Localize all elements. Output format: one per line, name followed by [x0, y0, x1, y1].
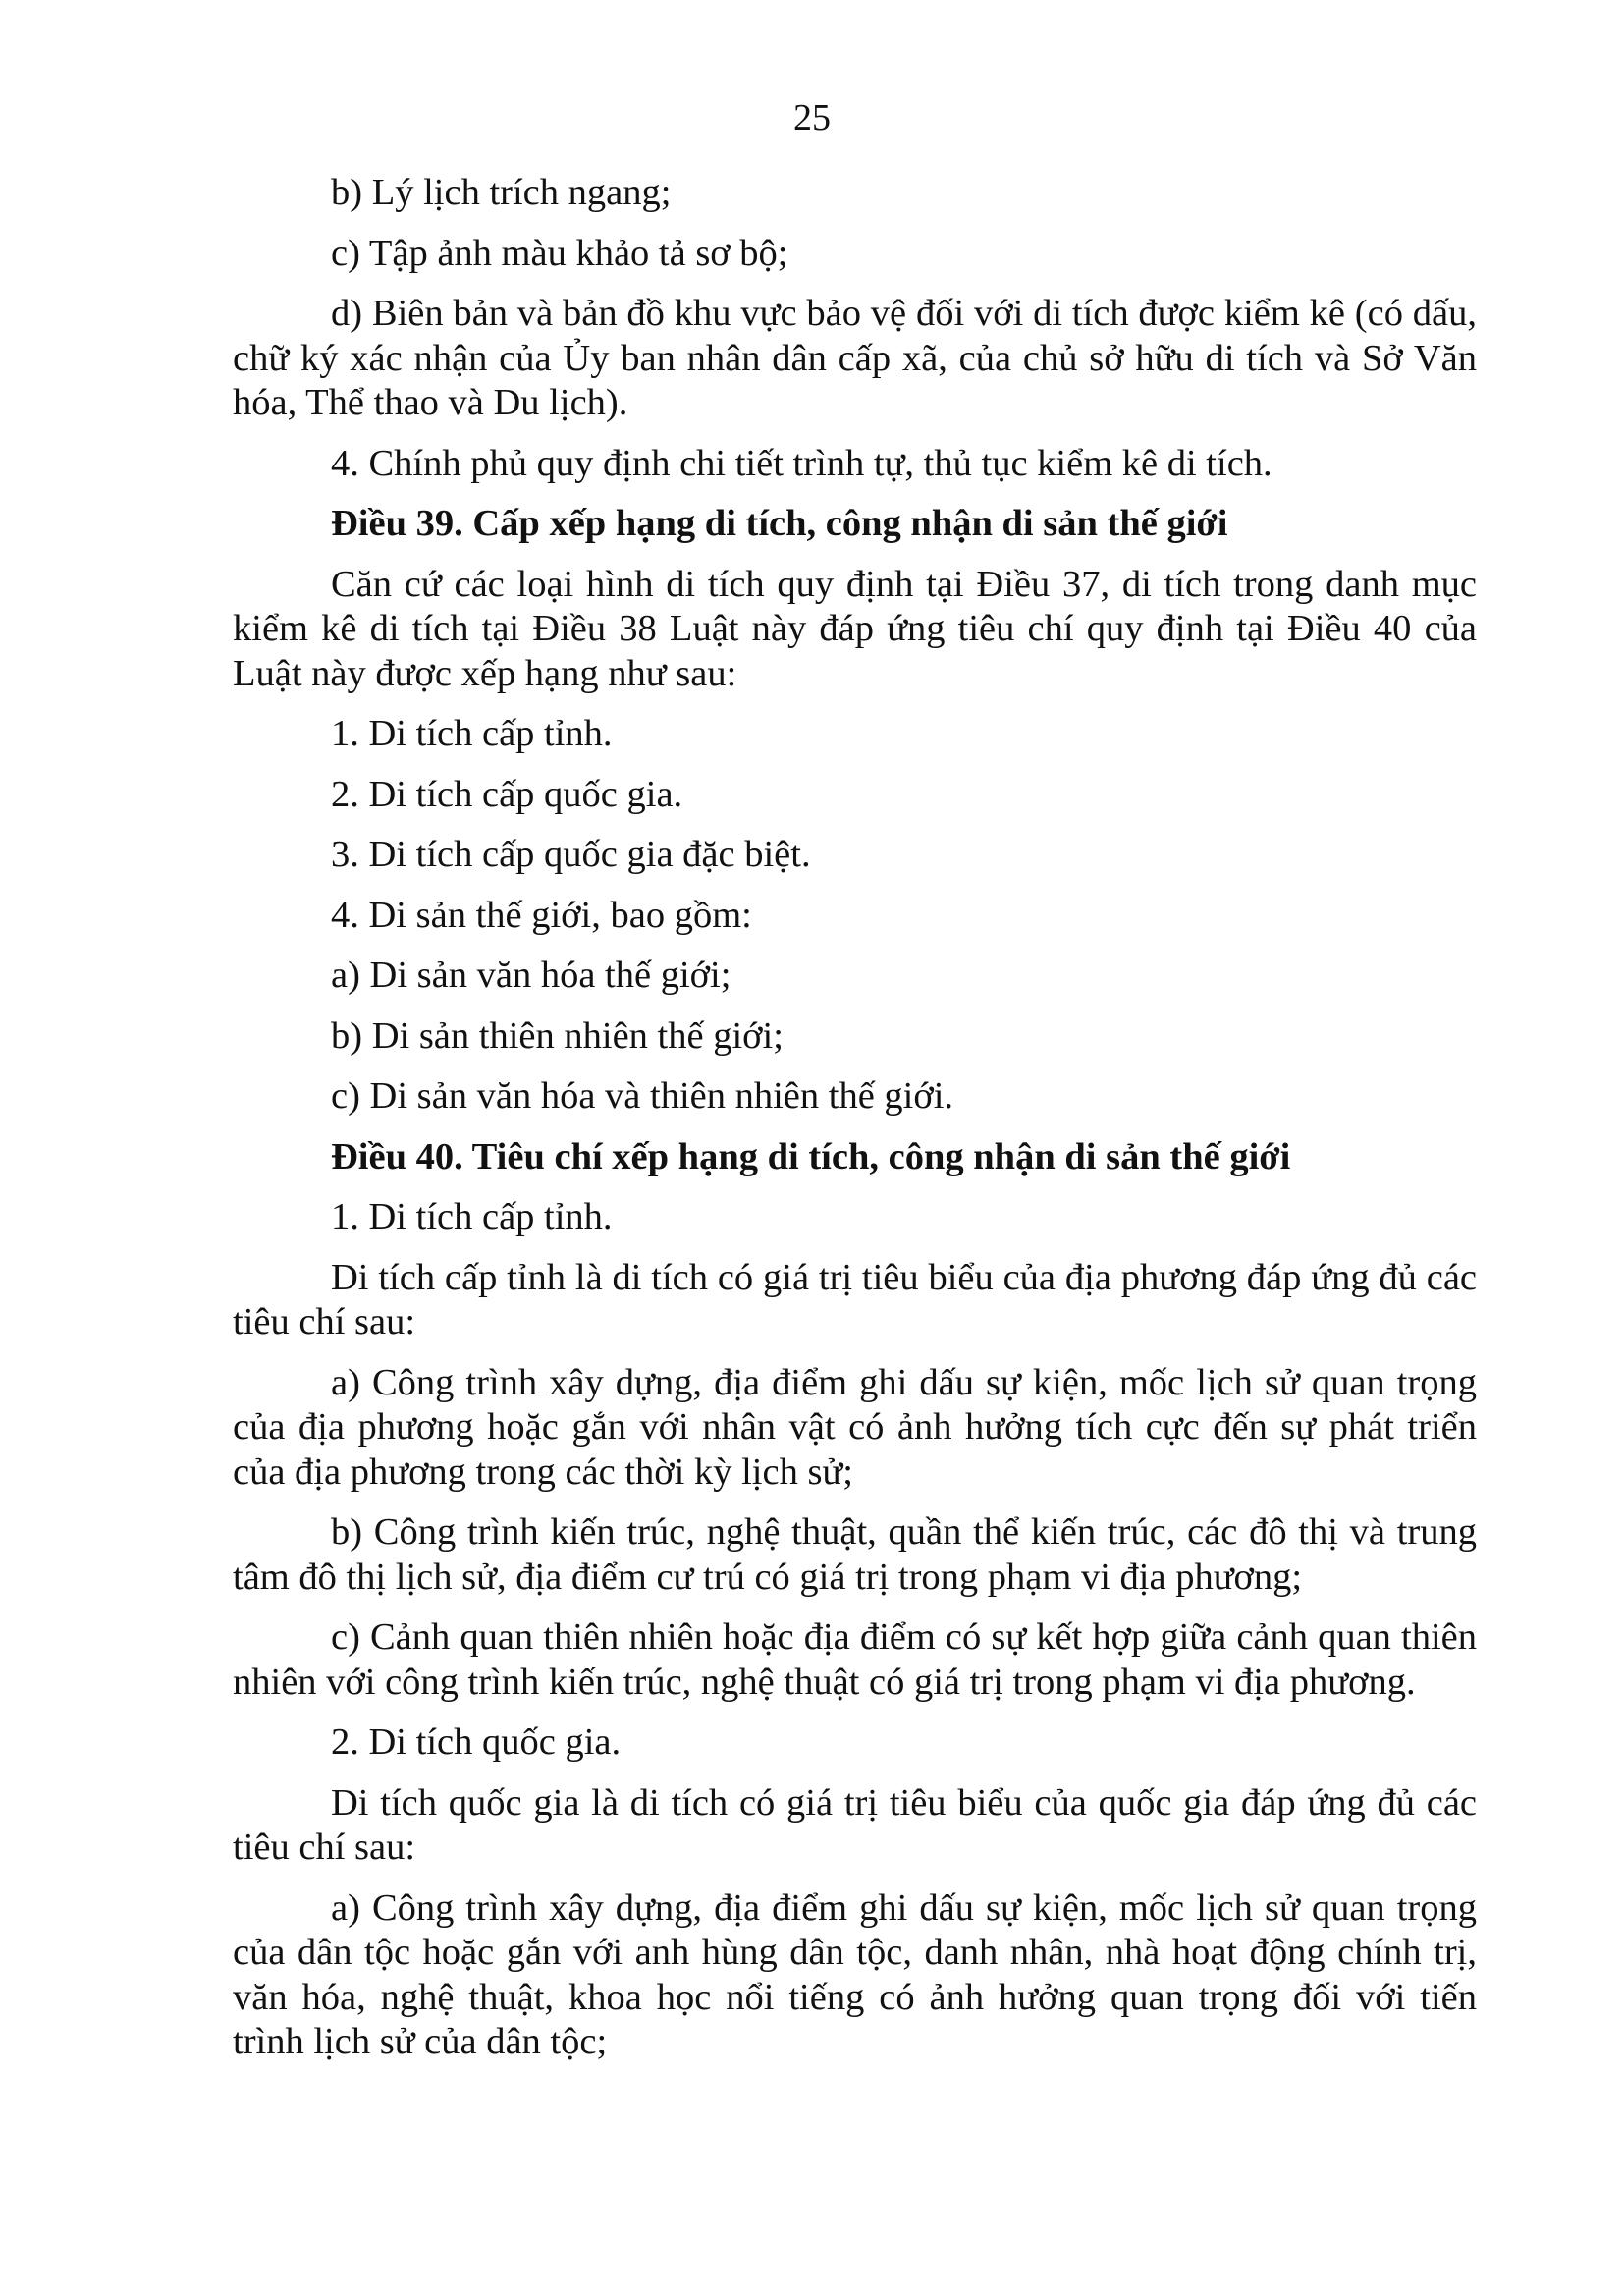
paragraph: d) Biên bản và bản đồ khu vực bảo vệ đối với di tích được kiểm kê (có dấu, chữ ký xác nhận của Ủy ban nhân dân cấp xã, của chủ sở hữu di tích và Sở Văn hóa, Thể thao và Du lịch).	[233, 293, 1477, 423]
paragraph: Căn cứ các loại hình di tích quy định tại Điều 37, di tích trong danh mục kiểm kê di tích tại Điều 38 Luật này đáp ứng tiêu chí quy định tại Điều 40 của Luật này được xếp hạng như sau:	[233, 563, 1477, 694]
paragraph: Di tích cấp tỉnh là di tích có giá trị tiêu biểu của địa phương đáp ứng đủ các tiêu chí sau:	[233, 1256, 1477, 1342]
paragraph: c) Cảnh quan thiên nhiên hoặc địa điểm có sự kết hợp giữa cảnh quan thiên nhiên với công trình kiến trúc, nghệ thuật có giá trị trong phạm vi địa phương.	[233, 1616, 1477, 1703]
paragraph: 1. Di tích cấp tỉnh.	[331, 713, 613, 754]
paragraph: c) Di sản văn hóa và thiên nhiên thế giới.	[331, 1075, 954, 1117]
paragraph: 3. Di tích cấp quốc gia đặc biệt.	[331, 834, 811, 875]
page-number: 25	[793, 97, 831, 138]
paragraph: c) Tập ảnh màu khảo tả sơ bộ;	[331, 232, 788, 274]
paragraph: 2. Di tích quốc gia.	[331, 1722, 622, 1763]
paragraph: b) Công trình kiến trúc, nghệ thuật, quần thể kiến trúc, các đô thị và trung tâm đô thị lịch sử, địa điểm cư trú có giá trị trong phạm vi địa phương;	[233, 1511, 1477, 1598]
article-heading: Điều 40. Tiêu chí xếp hạng di tích, công nhận di sản thế giới	[331, 1135, 1291, 1177]
paragraph: b) Di sản thiên nhiên thế giới;	[331, 1014, 784, 1057]
paragraph: a) Di sản văn hóa thế giới;	[331, 955, 731, 996]
paragraph: Di tích quốc gia là di tích có giá trị tiêu biểu của quốc gia đáp ứng đủ các tiêu chí sau:	[233, 1781, 1477, 1868]
paragraph: 1. Di tích cấp tỉnh.	[331, 1196, 613, 1237]
document-body	[233, 171, 1477, 2081]
paragraph: b) Lý lịch trích ngang;	[331, 172, 672, 213]
paragraph: a) Công trình xây dựng, địa điểm ghi dấu sự kiện, mốc lịch sử quan trọng của dân tộc hoặc gắn với anh hùng dân tộc, danh nhân, nhà hoạt động chính trị, văn hóa, nghệ thuật, khoa học nổi tiếng có ảnh hưởng quan trọng đối với tiến trình lịch sử của dân tộc;	[233, 1886, 1477, 2062]
article-heading: Điều 39. Cấp xếp hạng di tích, công nhận di sản thế giới	[331, 503, 1228, 544]
paragraph: a) Công trình xây dựng, địa điểm ghi dấu sự kiện, mốc lịch sử quan trọng của địa phương hoặc gắn với nhân vật có ảnh hưởng tích cực đến sự phát triển của địa phương trong các thời kỳ lịch sử;	[233, 1361, 1477, 1493]
paragraph: 2. Di tích cấp quốc gia.	[331, 773, 683, 815]
paragraph: 4. Chính phủ quy định chi tiết trình tự, thủ tục kiểm kê di tích.	[331, 442, 1272, 484]
paragraph: 4. Di sản thế giới, bao gồm:	[331, 894, 752, 936]
